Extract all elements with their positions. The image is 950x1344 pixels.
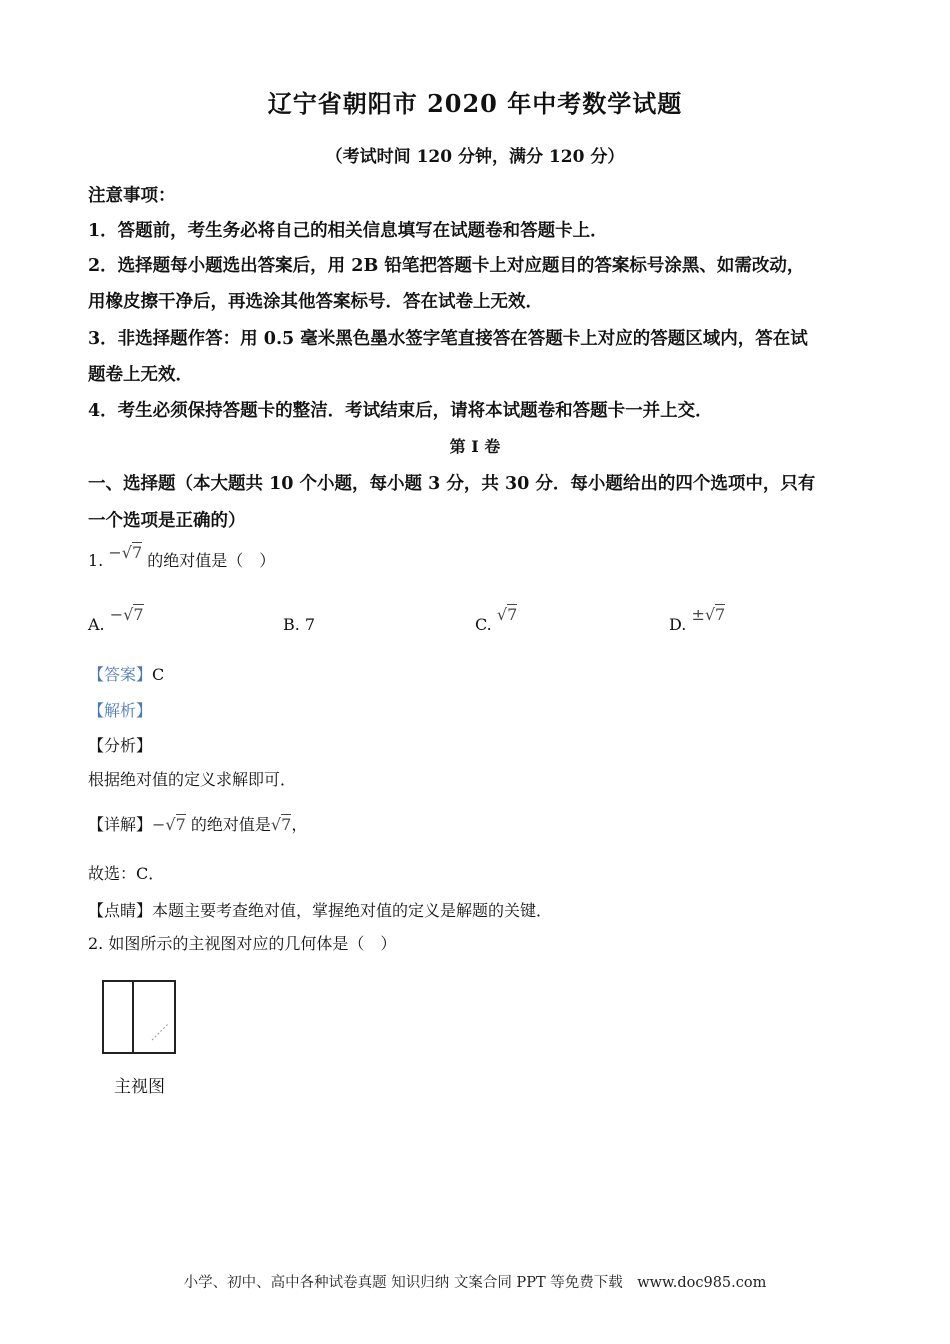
math-neg-sqrt7: −√7 [108, 543, 143, 562]
sqrt-icon: √ [123, 605, 134, 624]
detail-line: 【详解】−√7 的绝对值是√7， [88, 815, 308, 834]
math-sqrt7: √7 [270, 815, 292, 834]
sqrt-icon: √ [270, 815, 282, 834]
option-c: C. √7 [475, 605, 518, 634]
page-footer: 小学、初中、高中各种试卷真题 知识归纳 文案合同 PPT 等免费下载 www.doc985.com [183, 1275, 767, 1291]
answer-value: C [152, 665, 165, 684]
sqrt-icon: √ [121, 543, 132, 562]
sqrt-icon: √ [165, 815, 176, 834]
figure-caption: 主视图 [114, 1077, 165, 1096]
option-d: D. ±√7 [669, 605, 726, 634]
question-text: 的绝对值是（ ） [147, 551, 276, 570]
page-title: 辽宁省朝阳市 2020 年中考数学试题 [267, 89, 683, 118]
analysis-tag: 【解析】 [88, 701, 153, 720]
option-a: A. −√7 [88, 605, 144, 634]
notice-item: 用橡皮擦干净后，再选涂其他答案标号．答在试卷上无效． [88, 292, 543, 312]
comment-line: 【点睛】本题主要考查绝对值，掌握绝对值的定义是解题的关键． [88, 901, 553, 920]
front-view-figure [102, 980, 176, 1054]
math-neg-sqrt7: −√7 [109, 605, 144, 624]
question-1-stem [88, 543, 276, 571]
question-2-stem: 2. 如图所示的主视图对应的几何体是（ ） [88, 934, 397, 953]
math-sqrt7: √7 [496, 605, 518, 624]
fenxi-tag: 【分析】 [88, 736, 153, 755]
sqrt-icon: √ [704, 605, 716, 624]
math-neg-sqrt7: −√7 [152, 815, 186, 834]
notice-item: 1．答题前，考生务必将自己的相关信息填写在试题卷和答题卡上． [88, 221, 608, 241]
answer-tag: 【答案】 [88, 665, 153, 684]
notice-item: 2．选择题每小题选出答案后，用 2B 铅笔把答题卡上对应题目的答案标号涂黑、如需改动， [88, 256, 805, 276]
notice-item: 4．考生必须保持答题卡的整洁．考试结束后，请将本试题卷和答题卡一并上交． [88, 401, 713, 421]
dotted-line-icon [104, 982, 174, 1052]
math-pm-sqrt7: ±√7 [691, 605, 726, 624]
answer-line [88, 662, 164, 685]
notice-heading: 注意事项： [88, 186, 176, 206]
exam-subtitle: （考试时间 120 分钟，满分 120 分） [325, 147, 625, 167]
fenxi-text: 根据绝对值的定义求解即可． [88, 770, 297, 789]
sqrt-icon: √ [496, 605, 508, 624]
choose-line: 故选：C． [88, 864, 165, 883]
section-heading: 一、选择题（本大题共 10 个小题，每小题 3 分，共 30 分．每小题给出的四个选项中，只有 [88, 474, 816, 494]
notice-item: 题卷上无效． [88, 365, 193, 385]
notice-item: 3．非选择题作答：用 0.5 毫米黑色墨水签字笔直接答在答题卡上对应的答题区域内，答在试 [88, 329, 808, 349]
option-b: B. 7 [283, 615, 316, 634]
section-heading-cont: 一个选项是正确的） [88, 511, 246, 531]
volume-label: 第 I 卷 [449, 437, 501, 456]
question-number: 1. [88, 551, 109, 570]
